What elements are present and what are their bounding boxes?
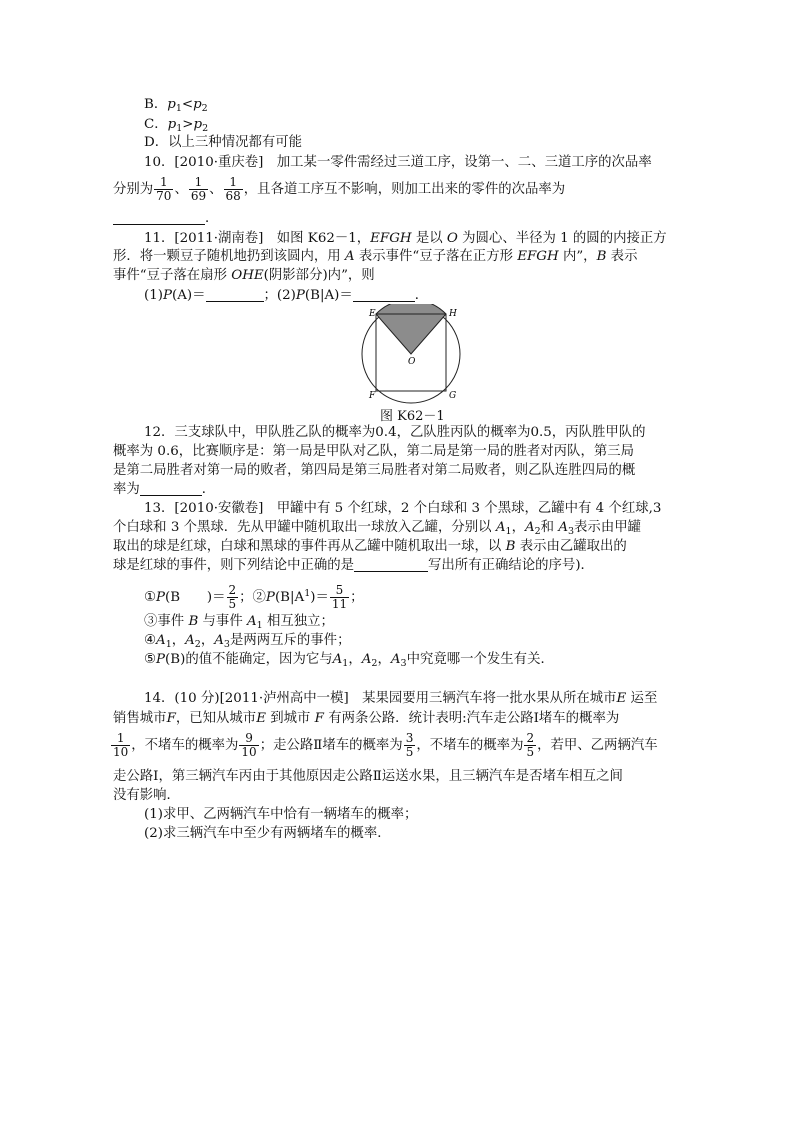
q14-line2: 销售城市F，已知从城市E 到城市 F 有两条公路．统计表明:汽车走公路Ⅰ堵车的概率为 (113, 711, 620, 726)
q14-line4: 走公路Ⅰ，第三辆汽车丙由于其他原因走公路Ⅱ运送水果，且三辆汽车是否堵车相互之间 (113, 769, 623, 784)
q12-answer-blank[interactable] (140, 481, 202, 496)
q11-line1: 11．[2011·湖南卷] 如图 K62－1，EFGH 是以 O 为圆心、半径为 1 的圆的内接正方 (144, 231, 667, 246)
q12-line4: 率为 ． (113, 482, 216, 497)
q14-fraction-2: $\frac{9}{10}$ (241, 731, 257, 759)
q13-line3: 取出的球是红球，白球和黑球的事件再从乙罐中随机取出一球，以 B 表示由乙罐取出的 (113, 539, 627, 554)
q14-line3: $\frac{1}{10}$ ，不堵车的概率为 $\frac{9}{10}$ ；走公路Ⅱ堵车的概率为 $\frac{3}{5}$ ，不堵车的概率为 $\frac{2}{5}$ ，若甲、乙两辆汽车 (113, 731, 658, 759)
q11-parts: (1)P(A)＝ ；(2)P(B|A)＝ ． (144, 288, 429, 303)
q12-line3: 是第二局胜者对第一局的败者，第四局是第三局胜者对第二局败者，则乙队连胜四局的概 (113, 463, 636, 478)
q13-line4: 球是红球的事件，则下列结论中正确的是 写出所有正确结论的序号)． (113, 558, 594, 573)
q14-fraction-4: $\frac{2}{5}$ (526, 731, 535, 759)
q13-option-3: ③事件 B 与事件 $A_1$ 相互独立； (144, 614, 334, 631)
q10-fraction-2: $\frac{1}{69}$ (190, 175, 207, 203)
q11-line3: 事件“豆子落在扇形 OHE(阴影部分)内”，则 (113, 268, 375, 283)
label-h: H (449, 309, 457, 319)
label-o: O (408, 357, 416, 367)
q11-answer-blank-2[interactable] (353, 287, 415, 302)
label-e: E (369, 309, 376, 319)
q9-option-b: B．$p_1<p_2$ (144, 97, 208, 114)
label-f: F (369, 391, 376, 401)
q13-line2: 个白球和 3 个黑球．先从甲罐中随机取出一球放入乙罐，分别以 $A_1$，$A_2$和 $A_3$表示由甲罐 (113, 520, 641, 537)
q9-option-d: D．以上三种情况都有可能 (144, 135, 303, 150)
q10-answer-blank[interactable] (113, 210, 205, 225)
q11-line2: 形．将一颗豆子随机地扔到该圆内，用 A 表示事件“豆子落在正方形 EFGH 内”，B 表示 (113, 249, 638, 264)
figure-k62-1 (356, 304, 472, 404)
q13-fraction-2: $\frac{5}{11}$ (331, 583, 348, 611)
q14-fraction-3: $\frac{3}{5}$ (405, 731, 414, 759)
q9-option-c: C．$p_1>p_2$ (144, 117, 209, 134)
q14-fraction-1: $\frac{1}{10}$ (113, 731, 129, 759)
q10-answer-line: ． (113, 210, 218, 228)
q13-options-1-2: ①P(B )＝ $\frac{2}{5}$ ；$②P(B|A^1)=$ $\frac{5}{11}$ ； (144, 583, 364, 611)
q10-line1: 10．[2010·重庆卷] 加工某一零件需经过三道工序，设第一、二、三道工序的次品率 (144, 155, 652, 170)
q13-fraction-1: $\frac{2}{5}$ (228, 583, 237, 611)
q13-option-5: ⑤P(B)的值不能确定，因为它与$A_1$，$A_2$，$A_3$中究竟哪一个发生有关． (144, 652, 554, 669)
label-g: G (449, 391, 457, 401)
q14-line1: 14．(10 分)[2011·泸州高中一模] 某果园要用三辆汽车将一批水果从所在城市E 运至 (144, 691, 658, 706)
q14-line5: 没有影响． (113, 788, 180, 803)
q10-line2: 分别为 $\frac{1}{70}$ 、 $\frac{1}{69}$ 、 $\frac{1}{68}$ ，且各道工序互不影响，则加工出来的零件的次品率为 (113, 175, 566, 203)
q10-fraction-3: $\frac{1}{68}$ (225, 175, 241, 203)
q13-line1: 13．[2010·安徽卷] 甲罐中有 5 个红球，2 个白球和 3 个黑球，乙罐中有 4 个红球,3 (144, 501, 662, 516)
q10-fraction-1: $\frac{1}{70}$ (156, 175, 172, 203)
q13-option-4: $④A_1$，$A_2$，$A_3$是两两互斥的事件； (144, 633, 351, 650)
q13-answer-blank[interactable] (354, 557, 428, 572)
figure-shaded-sector (376, 304, 446, 354)
q14-part2: (2)求三辆汽车中至少有两辆堵车的概率． (144, 826, 391, 841)
q14-part1: (1)求甲、乙两辆汽车中恰有一辆堵车的概率； (144, 807, 418, 822)
figure-caption: 图 K62－1 (380, 409, 445, 424)
q12-line2: 概率为 0.6，比赛顺序是：第一局是甲队对乙队，第二局是第一局的胜者对丙队，第三局 (113, 444, 635, 459)
q11-answer-blank-1[interactable] (206, 287, 264, 302)
q12-line1: 12．三支球队中，甲队胜乙队的概率为0.4，乙队胜丙队的概率为0.5，丙队胜甲队的 (144, 425, 646, 440)
